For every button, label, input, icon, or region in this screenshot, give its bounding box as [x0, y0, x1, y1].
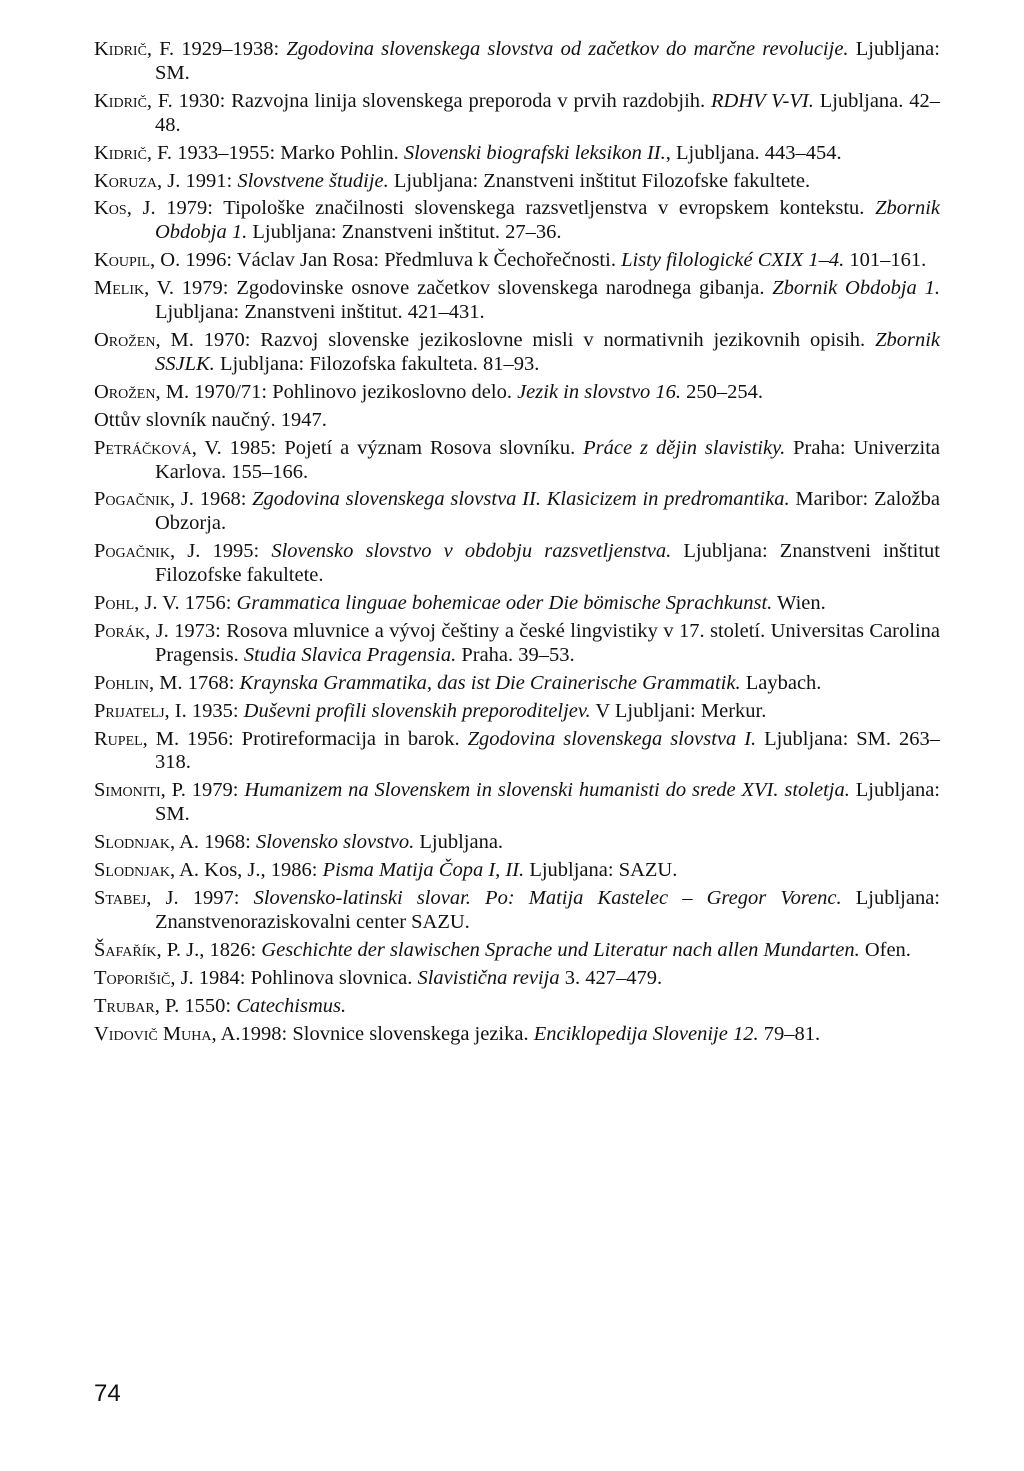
entry-author: Kidrič, F.	[94, 38, 175, 60]
entry-title: Slovstvene študije.	[237, 169, 389, 192]
entry-title: Enciklopedija Slovenije 12.	[533, 1022, 759, 1045]
entry-title: Zgodovina slovenskega slovstva od začetkov do marčne revolucije.	[286, 38, 849, 60]
entry-text: 1968:	[193, 488, 253, 511]
entry-text: 1930: Razvojna linija slovenskega preporoda v prvih razdobjih.	[172, 89, 712, 112]
entry-text: 1998: Slovnice slovenskega jezika.	[240, 1022, 534, 1045]
entry-source: Ljubljana: Znanstveni inštitut Filozofske fakultete.	[388, 169, 811, 192]
bibliography-entry	[94, 488, 940, 536]
entry-text: 1956: Protireformacija in barok.	[179, 727, 468, 750]
entry-text: 1929–1938:	[174, 38, 287, 60]
entry-source: Ljubljana: SM. 263–318.	[155, 727, 940, 774]
bibliography-entry	[94, 381, 940, 405]
bibliography-entry	[94, 592, 940, 616]
entry-source: V Ljubljani: Merkur.	[590, 699, 767, 722]
entry-title: Slavistična revija	[417, 966, 560, 989]
page-number: 74	[94, 1380, 121, 1407]
entry-author: Simoniti, P.	[94, 779, 186, 802]
entry-author: Koruza, J.	[94, 169, 181, 192]
entry-source: Ljubljana: Znanstveni inštitut. 27–36.	[247, 221, 562, 244]
entry-author: Pohl, J. V.	[94, 592, 180, 615]
entry-text: 1968:	[199, 831, 256, 854]
bibliography-entry	[94, 437, 940, 485]
entry-source: 101–161.	[844, 249, 927, 272]
bibliography-entry	[94, 540, 940, 588]
entry-text: 1979: Zgodovinske osnove začetkov slovenskega narodnega gibanja.	[173, 277, 773, 300]
entry-source: Ofen.	[859, 938, 911, 961]
entry-title: Humanizem na Slovenskem in slovenski humanisti do srede XVI. stoletja.	[244, 779, 850, 802]
entry-title: Slovensko slovstvo.	[255, 831, 415, 854]
entry-text: Ottův slovník naučný. 1947.	[94, 408, 327, 431]
bibliography-entry	[94, 779, 940, 827]
entry-source: Ljubljana: Filozofska fakulteta. 81–93.	[214, 352, 540, 375]
entry-text: 1756:	[179, 592, 237, 615]
entry-text: 1768:	[182, 671, 240, 694]
entry-title: Kraynska Grammatika, das ist Die Crainerische Grammatik.	[239, 671, 741, 694]
bibliography-entry	[94, 249, 940, 273]
bibliography-entry	[94, 142, 940, 166]
entry-text: 1935:	[186, 699, 244, 722]
entry-text: 1970/71: Pohlinovo jezikoslovno delo.	[189, 380, 518, 403]
entry-source: Ljubljana: SAZU.	[524, 859, 678, 882]
entry-source: 79–81.	[758, 1022, 821, 1045]
entry-text: J., 1826:	[180, 938, 262, 961]
entry-author: Kidrič, F.	[94, 89, 173, 112]
entry-title: Grammatica linguae bohemicae oder Die bömische Sprachkunst.	[236, 592, 773, 615]
entry-author: Pohlin, M.	[94, 671, 183, 694]
bibliography-list	[94, 38, 940, 1050]
entry-source: Ljubljana: Znanstvenoraziskovalni center SAZU.	[155, 887, 940, 933]
entry-title: Jezik in slovstvo 16.	[517, 380, 682, 403]
entry-author: Kidrič, F.	[94, 141, 173, 164]
entry-author: Orožen, M.	[94, 380, 190, 403]
entry-title: Geschichte der slawischen Sprache und Literatur nach allen Mundarten.	[261, 938, 860, 961]
entry-title: Catechismus.	[236, 994, 347, 1017]
entry-source: Praha. 39–53.	[456, 643, 575, 666]
bibliography-entry	[94, 831, 940, 855]
bibliography-entry	[94, 728, 940, 776]
entry-text: 1991:	[180, 169, 238, 192]
entry-author: Petráčková, V.	[94, 436, 222, 459]
bibliography-entry	[94, 939, 940, 963]
entry-source: Ljubljana. 42–48.	[155, 89, 940, 136]
entry-text: 1979:	[185, 779, 245, 802]
bibliography-entry	[94, 38, 940, 86]
entry-source: Ljubljana.	[414, 831, 504, 854]
entry-source: , Ljubljana. 443–454.	[665, 141, 842, 164]
entry-title: Slovensko slovstvo v obdobju razsvetljenstva.	[271, 540, 672, 563]
entry-author: Melik, V.	[94, 277, 174, 300]
entry-author: Rupel, M.	[94, 727, 180, 750]
entry-text: 1985: Pojetí a význam Rosova slovníku.	[221, 436, 584, 459]
entry-text: 1979: Tipološke značilnosti slovenskega razsvetljenstva v evropskem kontekstu.	[155, 197, 876, 220]
entry-title: RDHV V-VI.	[711, 89, 814, 112]
entry-author: Prijatelj, I.	[94, 699, 187, 722]
entry-title: Zbornik Obdobja 1.	[772, 277, 940, 300]
entry-source: Ljubljana: Znanstveni inštitut. 421–431.	[155, 301, 485, 324]
entry-text: Kos, J., 1986:	[199, 859, 323, 882]
bibliography-entry	[94, 90, 940, 138]
bibliography-entry	[94, 995, 940, 1019]
entry-text: 1996: Václav Jan Rosa: Předmluva k Čechořečnosti.	[180, 249, 622, 272]
entry-source: Praha: Univerzita Karlova. 155–166.	[155, 436, 940, 483]
entry-title: Zgodovina slovenskega slovstva II. Klasicizem in predromantika.	[252, 488, 790, 511]
bibliography-entry	[94, 672, 940, 696]
entry-title: Zbornik Obdobja 1.	[155, 197, 940, 244]
bibliography-entry	[94, 967, 940, 991]
bibliography-entry	[94, 859, 940, 883]
entry-author: Porák, J.	[94, 619, 169, 642]
entry-source: Ljubljana: SM.	[155, 779, 940, 826]
entry-title: Slovenski biografski leksikon II.	[403, 141, 666, 164]
entry-source: Laybach.	[740, 671, 822, 694]
bibliography-entry	[94, 197, 940, 245]
entry-author: Kos, J.	[94, 197, 156, 220]
bibliography-entry	[94, 170, 940, 194]
entry-author: Šafařík, P.	[94, 938, 181, 961]
entry-text: 1995:	[200, 540, 272, 563]
entry-text: 1970: Razvoj slovenske jezikoslovne misli v normativnih jezikovnih opisih.	[193, 328, 876, 351]
entry-title: Slovensko-latinski slovar. Po: Matija Kastelec – Gregor Vorenc.	[253, 887, 842, 909]
entry-author: Toporišič, J.	[94, 966, 194, 989]
entry-text: 1997:	[178, 887, 254, 909]
entry-author: Vidovič Muha, A.	[94, 1022, 241, 1045]
entry-source: Maribor: Založba Obzorja.	[155, 488, 940, 535]
entry-author: Slodnjak, A.	[94, 859, 200, 882]
entry-source: Ljubljana: SM.	[155, 38, 940, 84]
bibliography-entry	[94, 887, 940, 935]
entry-author: Pogačnik, J.	[94, 540, 201, 563]
entry-title: Duševni profili slovenskih preporoditeljev.	[243, 699, 591, 722]
entry-source: Wien.	[772, 592, 826, 615]
entry-text: 1550:	[179, 994, 237, 1017]
entry-title: Pisma Matija Čopa I, II.	[322, 859, 525, 882]
entry-author: Stabej, J.	[94, 887, 179, 909]
bibliography-entry	[94, 1023, 940, 1047]
entry-author: Slodnjak, A.	[94, 831, 200, 854]
entry-text: 1933–1955: Marko Pohlin.	[172, 141, 404, 164]
entry-author: Trubar, P.	[94, 994, 180, 1017]
entry-text: 1984: Pohlinova slovnica.	[193, 966, 418, 989]
entry-source: 3. 427–479.	[559, 966, 663, 989]
entry-text: 1973: Rosova mluvnice a vývoj češtiny a české lingvistiky v 17. století. Universitas Carolina Pragensis.	[155, 619, 940, 666]
bibliography-entry	[94, 620, 940, 668]
entry-title: Listy filologické CXIX 1–4.	[621, 249, 845, 272]
entry-title: Zbornik SSJLK.	[155, 328, 940, 375]
entry-source: 250–254.	[681, 380, 764, 403]
entry-title: Práce z dějin slavistiky.	[583, 436, 786, 459]
entry-title: Studia Slavica Pragensia.	[243, 643, 457, 666]
bibliography-entry	[94, 409, 940, 433]
entry-author: Koupil, O.	[94, 249, 181, 272]
bibliography-entry	[94, 277, 940, 325]
entry-author: Orožen, M.	[94, 328, 194, 351]
bibliography-entry	[94, 700, 940, 724]
entry-source: Ljubljana: Znanstveni inštitut Filozofske fakultete.	[155, 540, 941, 587]
entry-title: Zgodovina slovenskega slovstva I.	[467, 727, 757, 750]
bibliography-entry	[94, 329, 940, 377]
entry-author: Pogačnik, J.	[94, 488, 194, 511]
